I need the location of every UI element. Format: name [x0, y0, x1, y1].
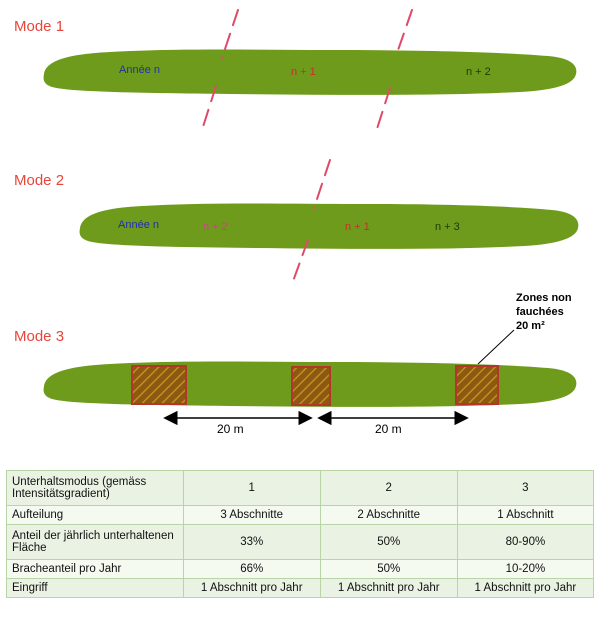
table-cell: 80-90% — [457, 525, 593, 560]
mode2-segment-label-1: Année n — [118, 219, 159, 231]
table-cell: 50% — [320, 560, 457, 579]
table-cell: 1 Abschnitt pro Jahr — [320, 579, 457, 598]
table-row-header: Unterhaltsmodus (gemäss Intensitätsgradient) — [7, 471, 184, 506]
table-cell: 2 — [320, 471, 457, 506]
table-cell: 50% — [320, 525, 457, 560]
mode1-segment-label-2: n + 1 — [291, 66, 316, 78]
callout-line-3: 20 m² — [516, 319, 545, 332]
mode-1-title: Mode 1 — [14, 18, 65, 35]
callout-line-2: fauchées — [516, 305, 564, 318]
unmown-zones-callout — [516, 292, 572, 333]
table-cell: 1 Abschnitt pro Jahr — [183, 579, 320, 598]
table-row — [7, 471, 594, 506]
table-cell: 1 Abschnitt — [457, 506, 593, 525]
mode-2-title: Mode 2 — [14, 172, 65, 189]
summary-table-wrapper — [6, 470, 594, 598]
mode2-segment-label-2: n + 2 — [203, 221, 228, 233]
table-row-header: Aufteilung — [7, 506, 184, 525]
table-row-header: Eingriff — [7, 579, 184, 598]
table-cell: 66% — [183, 560, 320, 579]
mode2-segment-label-4: n + 3 — [435, 221, 460, 233]
table-cell: 33% — [183, 525, 320, 560]
table-row — [7, 525, 594, 560]
table-row — [7, 560, 594, 579]
dimension-label-left: 20 m — [217, 422, 244, 436]
table-row-header: Bracheanteil pro Jahr — [7, 560, 184, 579]
callout-line-1: Zones non — [516, 292, 572, 304]
mode1-segment-label-1: Année n — [119, 64, 160, 76]
callout-leader-line — [478, 330, 514, 364]
mode1-segment-label-3: n + 2 — [466, 66, 491, 78]
dimension-label-right: 20 m — [375, 422, 402, 436]
table-row — [7, 579, 594, 598]
table-cell: 2 Abschnitte — [320, 506, 457, 525]
table-cell: 1 — [183, 471, 320, 506]
table-cell: 3 — [457, 471, 593, 506]
table-cell: 3 Abschnitte — [183, 506, 320, 525]
mode-3-title: Mode 3 — [14, 328, 65, 345]
mode2-segment-label-3: n + 1 — [345, 221, 370, 233]
table-row — [7, 506, 594, 525]
table-row-header: Anteil der jährlich unterhaltenen Fläche — [7, 525, 184, 560]
table-cell: 1 Abschnitt pro Jahr — [457, 579, 593, 598]
summary-table — [6, 470, 594, 598]
table-cell: 10-20% — [457, 560, 593, 579]
